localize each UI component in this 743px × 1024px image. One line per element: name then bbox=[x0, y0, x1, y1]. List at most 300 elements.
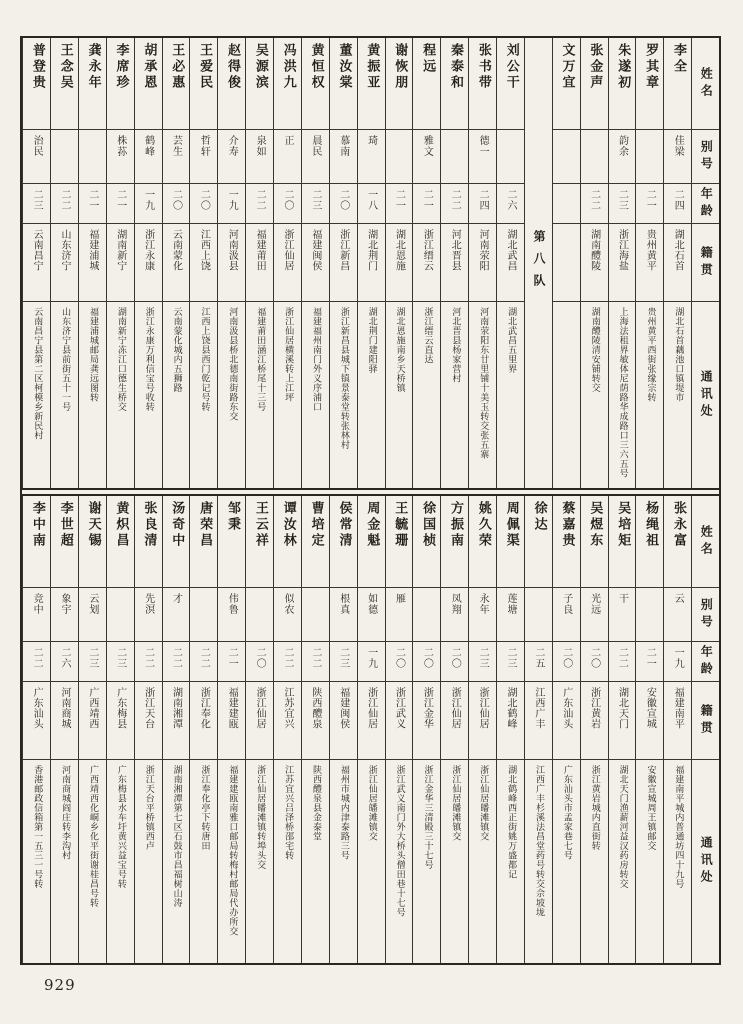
roster-entry bbox=[608, 38, 636, 488]
entry-address: 河南商城阎庄转李沟村 bbox=[60, 765, 71, 860]
entry-alias bbox=[636, 588, 663, 642]
entry-address: 湖南醴陵清安铺转交 bbox=[589, 307, 600, 393]
roster-table-top bbox=[22, 38, 719, 490]
entry-address: 云南昌宁县第二区柯模乡新民村 bbox=[32, 307, 43, 440]
entry-alias bbox=[636, 130, 663, 184]
column-header-address: 通讯处 bbox=[692, 760, 719, 963]
entry-native-place: 湖南新宁 bbox=[107, 224, 134, 302]
entry-address: 浙江金华三清殿三十七号 bbox=[422, 765, 433, 870]
entry-alias: 雅文 bbox=[413, 130, 440, 184]
entry-alias bbox=[497, 130, 524, 184]
roster-entry bbox=[608, 496, 636, 963]
entry-alias bbox=[525, 588, 552, 642]
entry-name: 黄恒权 bbox=[302, 38, 329, 130]
entry-age: 二二 bbox=[609, 642, 636, 682]
entry-name: 吴煜东 bbox=[581, 496, 608, 588]
entry-age: 二一 bbox=[413, 184, 440, 224]
entry-name: 赵得俊 bbox=[218, 38, 245, 130]
entry-name: 李全 bbox=[664, 38, 691, 130]
roster-entry bbox=[245, 496, 273, 963]
entry-age: 二二 bbox=[274, 642, 301, 682]
entry-age: 二三 bbox=[330, 642, 357, 682]
entry-native-place: 浙江永康 bbox=[135, 224, 162, 302]
entry-age: 二一 bbox=[386, 184, 413, 224]
roster-entry bbox=[580, 496, 608, 963]
roster-entry bbox=[412, 496, 440, 963]
entry-alias: 芸生 bbox=[163, 130, 190, 184]
roster-entry bbox=[635, 496, 663, 963]
column-header bbox=[691, 38, 719, 488]
entry-name: 吴培矩 bbox=[609, 496, 636, 588]
entry-address: 江苏宜兴吕泽桥邵宅转 bbox=[283, 765, 294, 860]
entry-alias bbox=[386, 130, 413, 184]
entry-alias: 象宇 bbox=[51, 588, 78, 642]
entry-native-place: 安徽宣城 bbox=[636, 682, 663, 760]
entry-address: 浙江新昌县城下镇景泰堂转张林村 bbox=[338, 307, 349, 450]
roster-entry bbox=[496, 38, 524, 488]
entry-age: 二三 bbox=[107, 642, 134, 682]
entry-age: 一九 bbox=[135, 184, 162, 224]
entry-address: 香港邮政信箱第一五三一号转 bbox=[32, 765, 43, 889]
roster-entry bbox=[78, 38, 106, 488]
entry-age: 二〇 bbox=[190, 184, 217, 224]
entry-name: 王毓珊 bbox=[386, 496, 413, 588]
entry-age: 二〇 bbox=[581, 642, 608, 682]
roster-entry bbox=[329, 496, 357, 963]
entry-alias bbox=[441, 130, 468, 184]
entry-alias bbox=[51, 130, 78, 184]
entry-address: 浙江仙居皤滩镇交 bbox=[478, 765, 489, 841]
roster-entry bbox=[468, 496, 496, 963]
entry-native-place: 湖北恩施 bbox=[386, 224, 413, 302]
roster-entry bbox=[329, 38, 357, 488]
entry-age: 一八 bbox=[358, 184, 385, 224]
entry-name: 谭汝林 bbox=[274, 496, 301, 588]
entry-address: 福建福州南门外义序浦口 bbox=[310, 307, 321, 412]
entry-native-place: 陕西醴泉 bbox=[302, 682, 329, 760]
entry-address: 浙江仙居皤滩镇转埠头交 bbox=[255, 765, 266, 870]
entry-native-place: 浙江仙居 bbox=[274, 224, 301, 302]
entry-native-place: 江苏宜兴 bbox=[274, 682, 301, 760]
entry-alias: 鹤峰 bbox=[135, 130, 162, 184]
roster-entry bbox=[273, 38, 301, 488]
entry-name: 朱遂初 bbox=[609, 38, 636, 130]
roster-entry bbox=[301, 38, 329, 488]
entry-name: 普登贵 bbox=[23, 38, 50, 130]
entry-native-place: 浙江缙云 bbox=[413, 224, 440, 302]
roster-entry bbox=[440, 38, 468, 488]
entry-native-place: 湖南湘潭 bbox=[163, 682, 190, 760]
entry-age: 二〇 bbox=[274, 184, 301, 224]
entry-native-place: 福建南平 bbox=[664, 682, 691, 760]
roster-entry bbox=[22, 496, 50, 963]
entry-name: 周金魁 bbox=[358, 496, 385, 588]
entry-age: 二一 bbox=[107, 184, 134, 224]
entry-alias bbox=[79, 130, 106, 184]
roster-entry bbox=[663, 496, 691, 963]
entry-address: 湖南新宁冻江口德生桥交 bbox=[115, 307, 126, 412]
entry-native-place: 云南昌宁 bbox=[23, 224, 50, 302]
entry-alias: 正 bbox=[274, 130, 301, 184]
roster-entry bbox=[217, 38, 245, 488]
entry-age: 二二 bbox=[246, 184, 273, 224]
entry-native-place: 广东汕头 bbox=[23, 682, 50, 760]
entry-alias: 德一 bbox=[469, 130, 496, 184]
entry-alias: 治民 bbox=[23, 130, 50, 184]
entry-age: 二三 bbox=[469, 642, 496, 682]
roster-table-bottom bbox=[22, 494, 719, 963]
entry-age: 二二 bbox=[190, 642, 217, 682]
roster-entry bbox=[357, 496, 385, 963]
entry-age: 二二 bbox=[135, 642, 162, 682]
entry-age: 二四 bbox=[664, 184, 691, 224]
entry-address: 河南荥阳东廿里铺十美玉转交张五寨 bbox=[478, 307, 489, 459]
entry-age: 二二 bbox=[302, 642, 329, 682]
entry-native-place: 浙江仙居 bbox=[358, 682, 385, 760]
entry-name: 程远 bbox=[413, 38, 440, 130]
squad-divider-label: 第八队 bbox=[532, 230, 547, 296]
entry-native-place: 河南荥阳 bbox=[469, 224, 496, 302]
entry-age: 二二 bbox=[51, 184, 78, 224]
column-header-age: 年龄 bbox=[692, 184, 719, 224]
entry-address: 湖北武昌五里界 bbox=[506, 307, 517, 374]
entry-address: 福建莆田涵江桥尾十三号 bbox=[255, 307, 266, 412]
entry-address: 浙江武义南门外大桥头僧田巷十七号 bbox=[394, 765, 405, 917]
entry-name: 徐达 bbox=[525, 496, 552, 588]
entry-name: 谢天锡 bbox=[79, 496, 106, 588]
roster-entry bbox=[496, 496, 524, 963]
roster-entry bbox=[134, 496, 162, 963]
roster-entry bbox=[552, 496, 580, 963]
entry-native-place: 浙江仙居 bbox=[441, 682, 468, 760]
entry-native-place: 山东济宁 bbox=[51, 224, 78, 302]
entry-name: 王必惠 bbox=[163, 38, 190, 130]
entry-alias: 株荪 bbox=[107, 130, 134, 184]
entry-native-place: 湖北天门 bbox=[609, 682, 636, 760]
entry-native-place: 浙江金华 bbox=[413, 682, 440, 760]
entry-name: 王爱民 bbox=[190, 38, 217, 130]
entry-native-place: 浙江奉化 bbox=[190, 682, 217, 760]
entry-native-place: 湖北荆门 bbox=[358, 224, 385, 302]
column-header-age: 年龄 bbox=[692, 642, 719, 682]
entry-address: 浙江仙居横溪转上江坪 bbox=[283, 307, 294, 402]
entry-name: 李世超 bbox=[51, 496, 78, 588]
entry-address: 浙江天台平桥镇西卢 bbox=[143, 765, 154, 851]
entry-age: 一九 bbox=[664, 642, 691, 682]
entry-native-place: 浙江天台 bbox=[135, 682, 162, 760]
entry-native-place: 广东梅县 bbox=[107, 682, 134, 760]
entry-address: 江西广丰杉溪法昌堂药号转交佘坡垅 bbox=[533, 765, 544, 917]
entry-alias: 哲轩 bbox=[190, 130, 217, 184]
entry-address: 安徽宣城周王镇邮交 bbox=[645, 765, 656, 851]
roster-entry bbox=[385, 38, 413, 488]
entry-name: 汤奇中 bbox=[163, 496, 190, 588]
entry-address: 浙江永康万利信宝号收转 bbox=[143, 307, 154, 412]
entry-age: 二三 bbox=[302, 184, 329, 224]
roster-entry bbox=[468, 38, 496, 488]
entry-name: 唐荣昌 bbox=[190, 496, 217, 588]
entry-alias: 干 bbox=[609, 588, 636, 642]
entry-address: 湖北鹤峰西正街姚万盛都记 bbox=[506, 765, 517, 879]
entry-age: 二〇 bbox=[163, 184, 190, 224]
entry-address: 湖南湘潭第七区石鼓市昌福树山涛 bbox=[171, 765, 182, 908]
entry-alias: 雁 bbox=[386, 588, 413, 642]
entry-address: 湖北恩施南乡天桥镇 bbox=[394, 307, 405, 393]
entry-address: 浙江缙云直达 bbox=[422, 307, 433, 364]
entry-age: 二〇 bbox=[386, 642, 413, 682]
entry-name: 邹秉 bbox=[218, 496, 245, 588]
entry-name: 徐国桢 bbox=[413, 496, 440, 588]
roster-entry bbox=[663, 38, 691, 488]
column-header-name: 姓名 bbox=[692, 496, 719, 588]
entry-name: 方振南 bbox=[441, 496, 468, 588]
entry-address: 浙江仙居皤滩镇交 bbox=[450, 765, 461, 841]
roster-entry bbox=[22, 38, 50, 488]
entry-alias: 永年 bbox=[469, 588, 496, 642]
roster-entry bbox=[50, 496, 78, 963]
entry-address: 浙江仙居皤滩镇交 bbox=[366, 765, 377, 841]
entry-name: 吴源滨 bbox=[246, 38, 273, 130]
entry-native-place: 河南商城 bbox=[51, 682, 78, 760]
entry-alias bbox=[302, 588, 329, 642]
entry-native-place: 浙江新昌 bbox=[330, 224, 357, 302]
entry-age: 一九 bbox=[218, 184, 245, 224]
entry-alias bbox=[107, 588, 134, 642]
entry-age: 二五 bbox=[525, 642, 552, 682]
entry-address: 湖北石首藕池口镇堤市 bbox=[673, 307, 684, 402]
roster-entry bbox=[189, 38, 217, 488]
column-header-native-place: 籍贯 bbox=[692, 682, 719, 760]
entry-name: 冯洪九 bbox=[274, 38, 301, 130]
entry-alias bbox=[581, 130, 608, 184]
entry-address: 江西上饶县西门乾记号转 bbox=[199, 307, 210, 412]
roster-entry bbox=[357, 38, 385, 488]
entry-age: 二三 bbox=[609, 184, 636, 224]
entry-native-place: 浙江仙居 bbox=[246, 682, 273, 760]
column-header-alias: 别号 bbox=[692, 130, 719, 184]
entry-native-place: 湖北鹤峰 bbox=[497, 682, 524, 760]
entry-age: 二一 bbox=[218, 642, 245, 682]
roster-entry bbox=[245, 38, 273, 488]
entry-native-place: 湖北武昌 bbox=[497, 224, 524, 302]
entry-name: 王念吴 bbox=[51, 38, 78, 130]
entry-alias bbox=[413, 588, 440, 642]
entry-alias: 佳梁 bbox=[664, 130, 691, 184]
entry-name: 李席珍 bbox=[107, 38, 134, 130]
entry-name: 文万宜 bbox=[553, 38, 580, 130]
entry-name: 曹培定 bbox=[302, 496, 329, 588]
entry-name: 姚久荣 bbox=[469, 496, 496, 588]
entry-native-place: 云南蒙化 bbox=[163, 224, 190, 302]
roster-entry bbox=[301, 496, 329, 963]
entry-address: 广西靖西化峒乡化平街谢桂昌号转 bbox=[87, 765, 98, 908]
roster-entry bbox=[78, 496, 106, 963]
entry-address: 湖北荆门建阳驿 bbox=[366, 307, 377, 374]
entry-age: 二〇 bbox=[553, 642, 580, 682]
entry-age: 二三 bbox=[23, 184, 50, 224]
entry-native-place: 福建浦城 bbox=[79, 224, 106, 302]
roster-entry bbox=[385, 496, 413, 963]
roster-entry bbox=[106, 38, 134, 488]
entry-name: 黄振亚 bbox=[358, 38, 385, 130]
entry-native-place: 浙江仙居 bbox=[469, 682, 496, 760]
entry-name: 罗其章 bbox=[636, 38, 663, 130]
roster-entry bbox=[189, 496, 217, 963]
entry-age bbox=[553, 184, 580, 224]
entry-address: 河北晋县杨家营村 bbox=[450, 307, 461, 383]
entry-address bbox=[553, 302, 580, 488]
entry-address: 上海法租界敏体尼荫路华成路口三六五号 bbox=[617, 307, 628, 478]
entry-name: 龚永年 bbox=[79, 38, 106, 130]
entry-name: 杨绳祖 bbox=[636, 496, 663, 588]
entry-age: 二四 bbox=[469, 184, 496, 224]
roster-entry bbox=[580, 38, 608, 488]
entry-alias: 慕南 bbox=[330, 130, 357, 184]
entry-address: 福建浦城邮局龚远图转 bbox=[87, 307, 98, 402]
entry-address: 山东济宁县前街五十一号 bbox=[60, 307, 71, 412]
entry-alias: 韵余 bbox=[609, 130, 636, 184]
entry-name: 董汝棠 bbox=[330, 38, 357, 130]
entry-age: 二二 bbox=[23, 642, 50, 682]
entry-address: 福建南平城内普通坊四十九号 bbox=[673, 765, 684, 889]
entry-alias: 伟鲁 bbox=[218, 588, 245, 642]
entry-age: 二一 bbox=[636, 642, 663, 682]
entry-address: 浙江黄岩城内直街转 bbox=[589, 765, 600, 851]
entry-native-place: 河北晋县 bbox=[441, 224, 468, 302]
entry-age: 二三 bbox=[497, 642, 524, 682]
column-header-alias: 别号 bbox=[692, 588, 719, 642]
entry-native-place: 福建莆田 bbox=[246, 224, 273, 302]
entry-address: 云南蒙化城内五狮路 bbox=[171, 307, 182, 393]
roster-entry bbox=[552, 38, 580, 488]
squad-divider bbox=[524, 38, 552, 488]
entry-age: 一九 bbox=[358, 642, 385, 682]
entry-age: 二二 bbox=[441, 184, 468, 224]
entry-native-place: 浙江黄岩 bbox=[581, 682, 608, 760]
entry-alias: 泉如 bbox=[246, 130, 273, 184]
roster-entry bbox=[162, 496, 190, 963]
entry-name: 侯常清 bbox=[330, 496, 357, 588]
roster-entry bbox=[50, 38, 78, 488]
entry-name: 秦泰和 bbox=[441, 38, 468, 130]
entry-alias: 如德 bbox=[358, 588, 385, 642]
roster-entry bbox=[273, 496, 301, 963]
entry-native-place: 广东汕头 bbox=[553, 682, 580, 760]
entry-native-place: 湖北石首 bbox=[664, 224, 691, 302]
entry-native-place: 河南汲县 bbox=[218, 224, 245, 302]
column-header-address: 通讯处 bbox=[692, 302, 719, 488]
entry-name: 张书带 bbox=[469, 38, 496, 130]
page-number: 929 bbox=[44, 976, 76, 994]
entry-age: 二〇 bbox=[246, 642, 273, 682]
column-header-native-place: 籍贯 bbox=[692, 224, 719, 302]
entry-native-place: 浙江海盐 bbox=[609, 224, 636, 302]
entry-alias: 琦 bbox=[358, 130, 385, 184]
entry-age: 二六 bbox=[51, 642, 78, 682]
entry-address: 陕西醴泉县金泰堂 bbox=[310, 765, 321, 841]
entry-native-place: 福建闽侯 bbox=[330, 682, 357, 760]
entry-alias: 子良 bbox=[553, 588, 580, 642]
entry-native-place: 湖南醴陵 bbox=[581, 224, 608, 302]
entry-age: 二〇 bbox=[330, 184, 357, 224]
entry-age: 二〇 bbox=[441, 642, 468, 682]
entry-name: 胡承恩 bbox=[135, 38, 162, 130]
entry-alias: 才 bbox=[163, 588, 190, 642]
entry-name: 刘公干 bbox=[497, 38, 524, 130]
roster-entry bbox=[412, 38, 440, 488]
entry-alias: 介寿 bbox=[218, 130, 245, 184]
column-header-name: 姓名 bbox=[692, 38, 719, 130]
entry-alias: 云 bbox=[664, 588, 691, 642]
entry-address: 广东汕头市孟家巷七号 bbox=[561, 765, 572, 860]
entry-alias: 竞中 bbox=[23, 588, 50, 642]
roster-frame bbox=[20, 36, 721, 965]
entry-native-place bbox=[553, 224, 580, 302]
entry-name: 李中南 bbox=[23, 496, 50, 588]
entry-name: 张金声 bbox=[581, 38, 608, 130]
entry-address: 河南汲县桥北德南街路东交 bbox=[227, 307, 238, 421]
entry-alias: 根真 bbox=[330, 588, 357, 642]
entry-address: 贵州黄平西街张缘宗转 bbox=[645, 307, 656, 402]
entry-alias bbox=[190, 588, 217, 642]
entry-alias bbox=[553, 130, 580, 184]
entry-name: 张良清 bbox=[135, 496, 162, 588]
entry-name: 周佩渠 bbox=[497, 496, 524, 588]
entry-native-place: 江西广丰 bbox=[525, 682, 552, 760]
entry-age: 二〇 bbox=[413, 642, 440, 682]
roster-entry bbox=[524, 496, 552, 963]
entry-age: 二一 bbox=[79, 184, 106, 224]
entry-alias: 莲塘 bbox=[497, 588, 524, 642]
entry-alias: 似农 bbox=[274, 588, 301, 642]
entry-alias: 凤翔 bbox=[441, 588, 468, 642]
roster-entry bbox=[106, 496, 134, 963]
entry-address: 福州市城内津泰路三号 bbox=[338, 765, 349, 860]
entry-native-place: 贵州黄平 bbox=[636, 224, 663, 302]
entry-name: 黄炽昌 bbox=[107, 496, 134, 588]
entry-native-place: 江西上饶 bbox=[190, 224, 217, 302]
entry-age: 二二 bbox=[581, 184, 608, 224]
entry-age: 二一 bbox=[636, 184, 663, 224]
entry-alias: 先溟 bbox=[135, 588, 162, 642]
entry-age: 二六 bbox=[497, 184, 524, 224]
roster-entry bbox=[440, 496, 468, 963]
entry-name: 王云祥 bbox=[246, 496, 273, 588]
entry-native-place: 浙江武义 bbox=[386, 682, 413, 760]
roster-entry bbox=[134, 38, 162, 488]
entry-age: 二三 bbox=[79, 642, 106, 682]
entry-native-place: 福建建瓯 bbox=[218, 682, 245, 760]
entry-alias: 云划 bbox=[79, 588, 106, 642]
roster-entry bbox=[635, 38, 663, 488]
entry-name: 蔡嘉贵 bbox=[553, 496, 580, 588]
entry-alias: 晨民 bbox=[302, 130, 329, 184]
column-header bbox=[691, 496, 719, 963]
entry-name: 谢恢朋 bbox=[386, 38, 413, 130]
entry-address: 福建建瓯南雅口邮局转梅村邮局代办所交 bbox=[227, 765, 238, 936]
entry-age: 二二 bbox=[163, 642, 190, 682]
entry-address: 广东梅县水车圩黄兴益宝号转 bbox=[115, 765, 126, 889]
entry-native-place: 广西靖西 bbox=[79, 682, 106, 760]
entry-name: 张永富 bbox=[664, 496, 691, 588]
entry-alias: 光远 bbox=[581, 588, 608, 642]
entry-address: 浙江奉化亭下转唐田 bbox=[199, 765, 210, 851]
entry-address: 湖北天门渔薪河益汉药房转交 bbox=[617, 765, 628, 889]
entry-alias bbox=[246, 588, 273, 642]
roster-entry bbox=[162, 38, 190, 488]
entry-native-place: 福建闽侯 bbox=[302, 224, 329, 302]
roster-entry bbox=[217, 496, 245, 963]
